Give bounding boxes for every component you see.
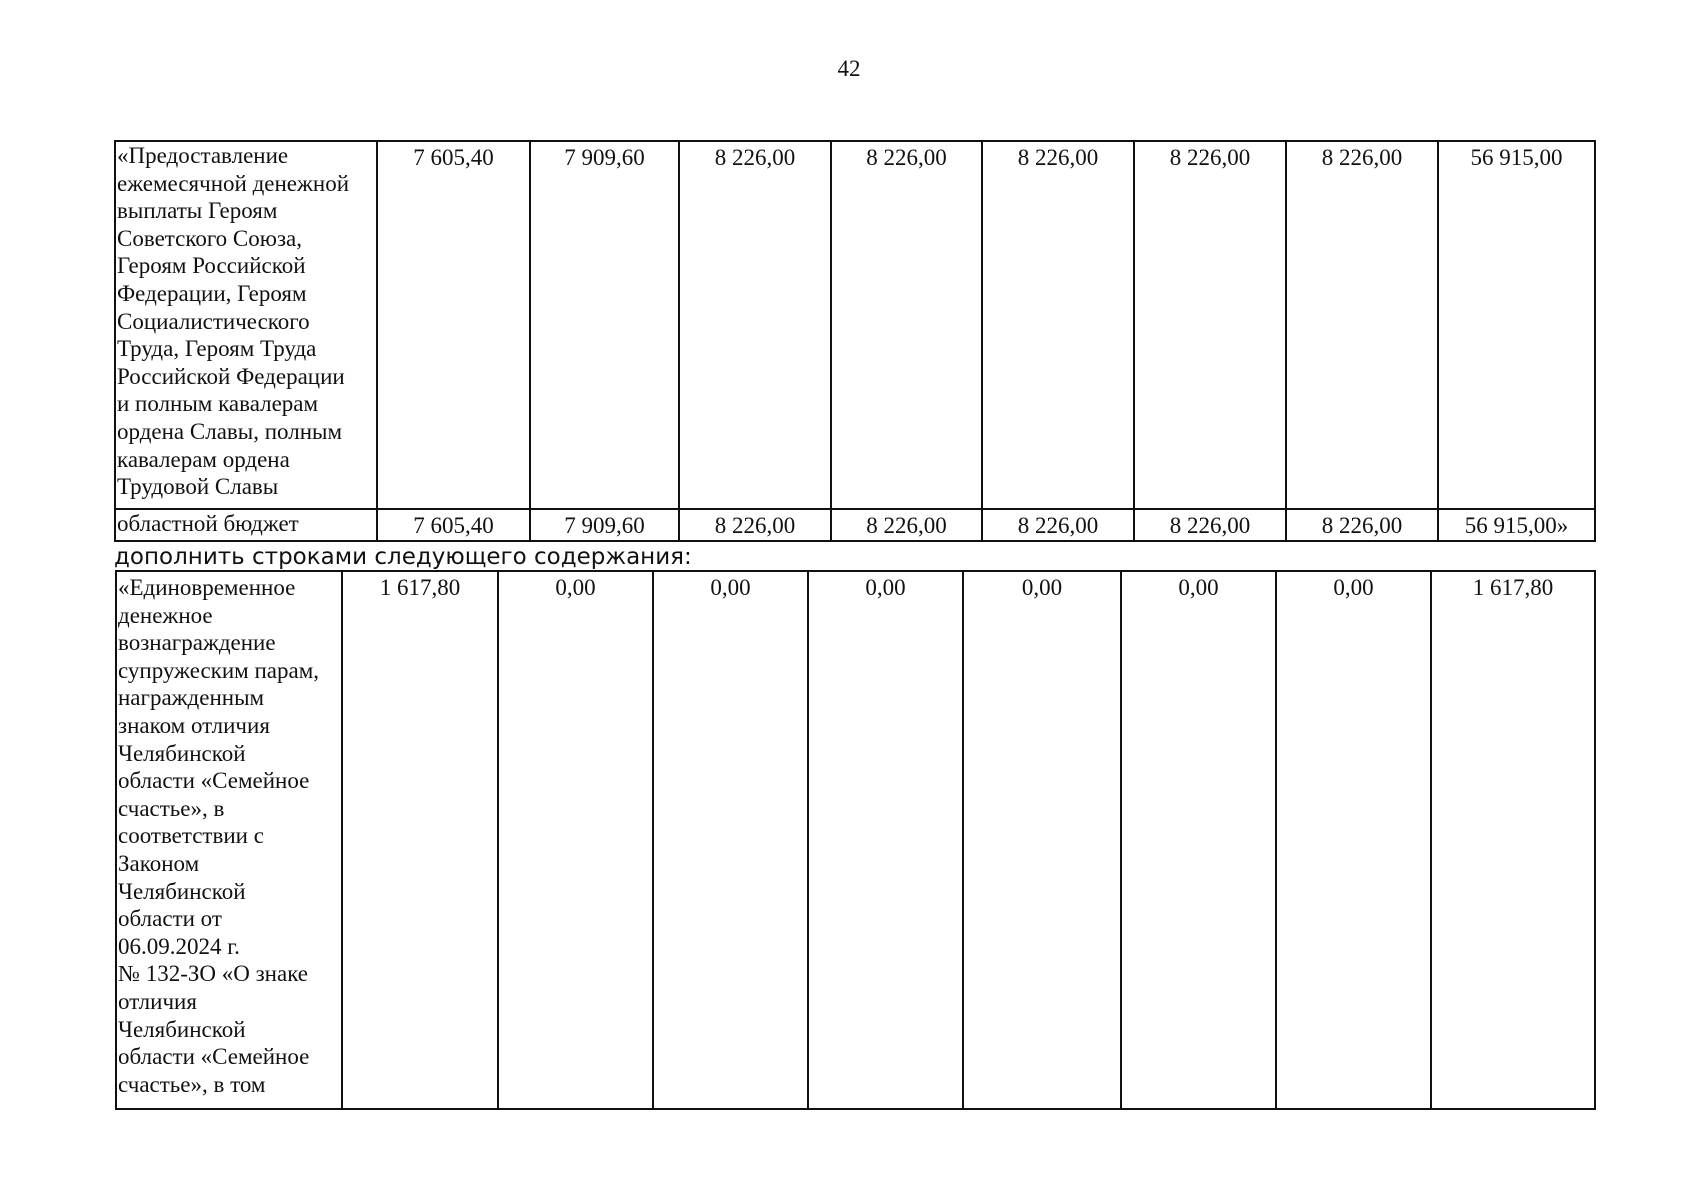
table-cell-total: 1 617,80 — [1431, 571, 1595, 1109]
table-cell-value: 0,00 — [498, 571, 653, 1109]
label-line: Советского Союза, — [117, 225, 302, 251]
label-line: Труда, Героям Труда — [117, 336, 317, 362]
row-label-heroes-payment — [115, 141, 377, 509]
label-line: Социалистического — [117, 308, 310, 334]
label-line: Героям Российской — [117, 253, 306, 279]
table-cell-value: 8 226,00 — [1286, 509, 1438, 541]
table-cell-value: 8 226,00 — [679, 141, 831, 509]
table-cell-value: 7 605,40 — [377, 141, 530, 509]
table-row — [115, 141, 1595, 509]
table-cell-value: 0,00 — [1276, 571, 1431, 1109]
label-line: кавалерам ордена — [117, 446, 290, 472]
label-line: Челябинской — [118, 1016, 246, 1042]
page-number: 42 — [837, 56, 861, 81]
label-line: области «Семейное — [118, 768, 310, 794]
label-line: области от — [118, 906, 222, 932]
table-cell-value: 7 909,60 — [530, 509, 679, 541]
label-line: знаком отличия — [118, 712, 270, 738]
table-cell-value: 7 909,60 — [530, 141, 679, 509]
label-line: «Единовременное — [118, 575, 296, 600]
table-cell-value: 8 226,00 — [1286, 141, 1438, 509]
budget-table-family — [115, 570, 1596, 1110]
label-line: счастье», в том — [118, 1071, 266, 1097]
label-line: отличия — [118, 988, 197, 1014]
label-line: счастье», в — [118, 795, 225, 821]
table-cell-value: 0,00 — [963, 571, 1121, 1109]
label-line: денежное — [118, 602, 213, 628]
label-line: Трудовой Славы — [117, 474, 279, 500]
label-line: № 132-ЗО «О знаке — [118, 961, 309, 987]
label-line: Челябинской — [118, 878, 246, 904]
label-line: соответствии с — [118, 823, 264, 849]
table-cell-value: 8 226,00 — [831, 141, 982, 509]
add-lines-text: дополнить строками следующего содержания: — [114, 544, 692, 570]
budget-table-heroes — [114, 140, 1596, 542]
table-cell-value: 0,00 — [808, 571, 963, 1109]
label-line: вознаграждение — [118, 630, 276, 656]
label-line: 06.09.2024 г. — [118, 933, 240, 959]
label-line: Законом — [118, 850, 200, 876]
label-line: Челябинской — [118, 740, 246, 766]
table-cell-value: 8 226,00 — [679, 509, 831, 541]
label-line: «Предоставление — [117, 143, 289, 168]
table-cell-value: 8 226,00 — [982, 141, 1134, 509]
label-line: области «Семейное — [118, 1044, 310, 1070]
label-line: ордена Славы, полным — [117, 418, 343, 444]
label-line: супружеским парам, — [118, 657, 320, 683]
table-cell-value: 8 226,00 — [982, 509, 1134, 541]
table-cell-value: 0,00 — [1121, 571, 1276, 1109]
table-row — [116, 571, 1595, 1109]
table-cell-total: 56 915,00 — [1438, 141, 1595, 509]
table-cell-total: 56 915,00» — [1438, 509, 1595, 541]
table-cell-value: 0,00 — [653, 571, 808, 1109]
table-cell-value: 8 226,00 — [831, 509, 982, 541]
row-label-regional-budget: областной бюджет — [115, 509, 377, 541]
label-line: ежемесячной денежной — [117, 170, 349, 196]
table-cell-value: 7 605,40 — [377, 509, 530, 541]
label-line: Российской Федерации — [117, 363, 345, 389]
label-line: и полным кавалерам — [117, 391, 319, 417]
table-cell-value: 1 617,80 — [342, 571, 498, 1109]
label-line: Федерации, Героям — [117, 280, 307, 306]
table-row — [115, 509, 1595, 541]
label-line: награжденным — [118, 685, 265, 711]
row-label-family-reward — [116, 571, 342, 1109]
label-line: выплаты Героям — [117, 198, 278, 224]
table-cell-value: 8 226,00 — [1134, 509, 1286, 541]
table-cell-value: 8 226,00 — [1134, 141, 1286, 509]
